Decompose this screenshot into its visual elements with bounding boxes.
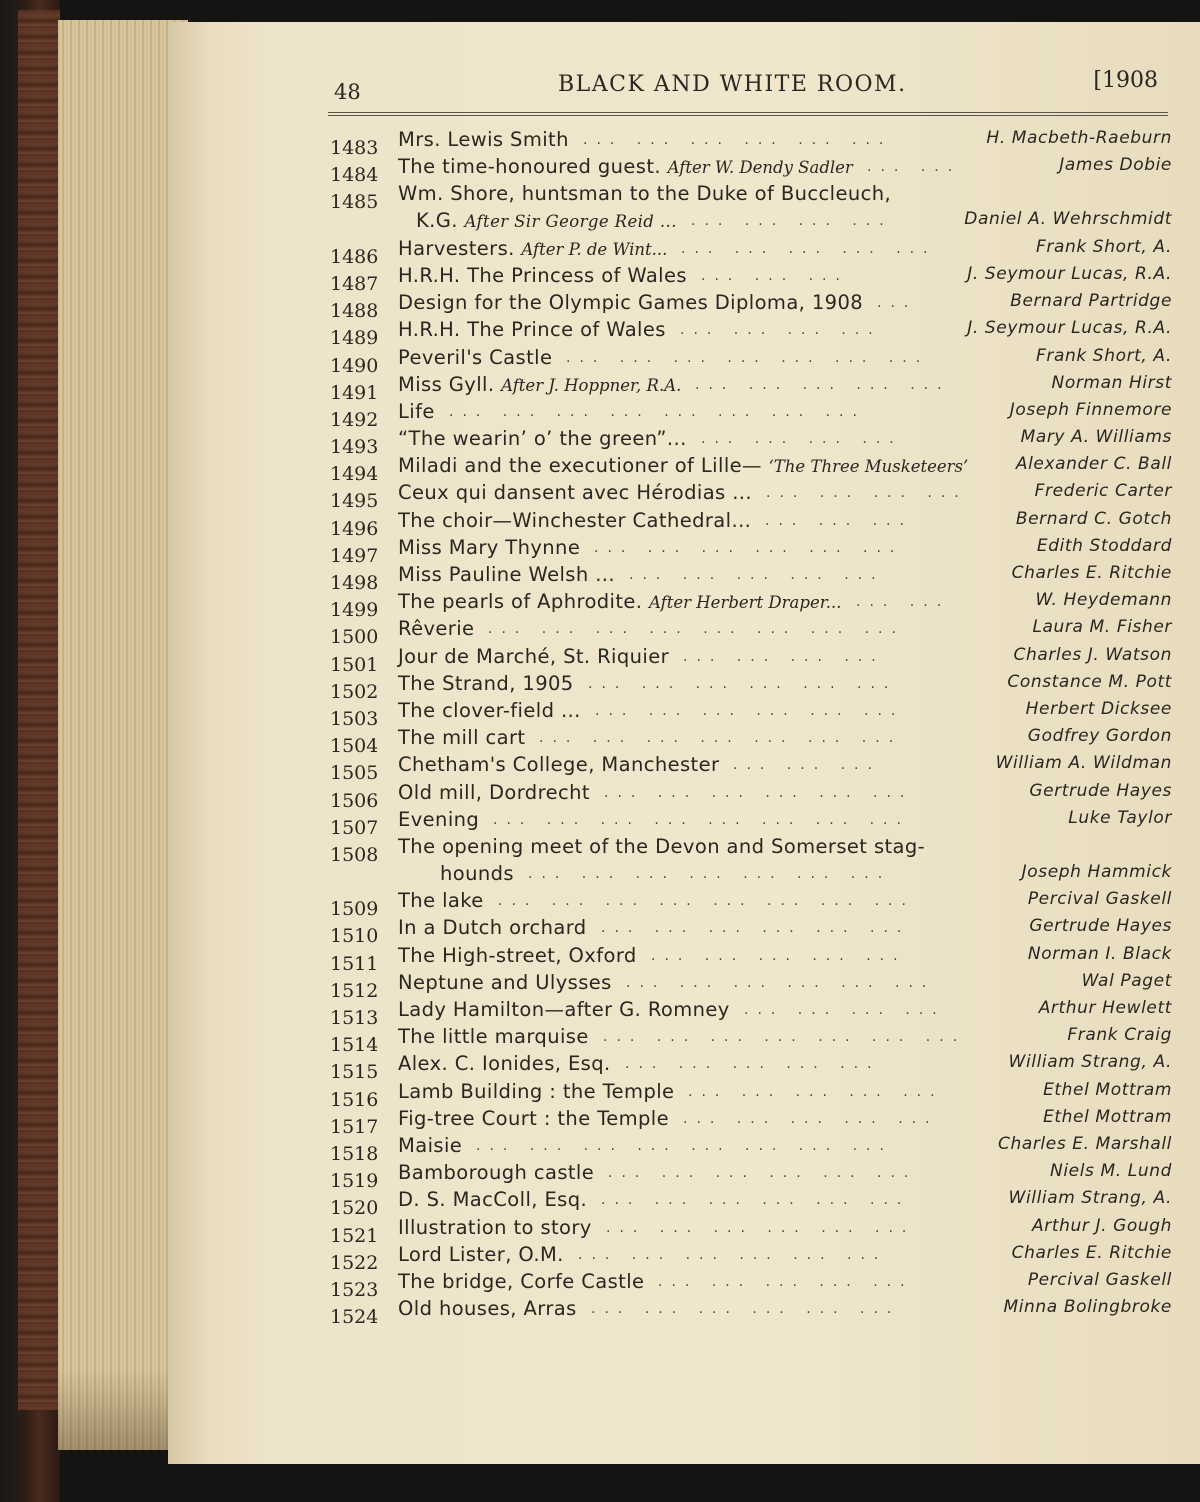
catalogue-entry — [330, 753, 1172, 785]
entry-artist: Frank Short, A. — [1036, 345, 1172, 366]
entry-title-text: Maisie — [398, 1133, 463, 1157]
dot-leader: ... ... ... ... ... — [688, 1083, 944, 1100]
entry-after-credit: After Herbert Draper... — [649, 593, 842, 613]
entry-title — [398, 726, 525, 749]
entry-title — [398, 237, 667, 260]
entry-number: 1497 — [330, 544, 379, 567]
entry-artist: William A. Wildman — [995, 753, 1172, 774]
dot-leader: ... ... ... ... ... ... — [588, 675, 898, 692]
entry-title-text: Lady Hamilton—after G. Romney — [398, 998, 730, 1022]
entry-title-text: Old houses, Arras — [398, 1297, 577, 1321]
entry-artist: Joseph Hammick — [1021, 861, 1172, 882]
entry-title — [398, 563, 615, 586]
dot-leader: ... ... ... — [733, 757, 881, 774]
entry-title-text: Life — [398, 399, 435, 423]
entry-title — [398, 536, 580, 559]
dot-leader: ... ... ... ... ... ... ... — [528, 865, 892, 882]
entry-artist: Ethel Mottram — [1043, 1106, 1172, 1127]
entry-title — [398, 454, 968, 477]
dot-leader: ... ... ... ... ... ... ... — [566, 349, 930, 366]
dot-leader: ... ... ... ... ... — [651, 947, 907, 964]
entry-title-text: Ceux qui dansent avec Hérodias ... — [398, 481, 752, 505]
entry-title — [398, 481, 752, 504]
catalogue-entry — [330, 481, 1172, 513]
entry-title-text: Jour de Marché, St. Riquier — [398, 644, 670, 668]
dot-leader: ... ... ... ... ... ... — [595, 702, 905, 719]
catalogue-entry — [330, 590, 1172, 622]
entry-title-text: “The wearin’ o’ the green”... — [398, 427, 687, 451]
entry-title-text: The pearls of Aphrodite. — [398, 590, 643, 614]
dot-leader: ... ... ... ... ... — [683, 1110, 939, 1127]
entry-title-continued-text: hounds — [440, 861, 514, 885]
entry-title-continued — [416, 209, 677, 232]
entry-number: 1495 — [330, 490, 379, 513]
entry-artist: Charles J. Watson — [1013, 644, 1172, 665]
dot-leader: ... ... ... ... ... ... ... ... — [498, 893, 915, 910]
entry-number: 1488 — [330, 300, 379, 323]
catalogue-entry — [330, 726, 1172, 758]
entry-title-text: Miss Pauline Welsh ... — [398, 563, 616, 587]
dot-leader: ... ... ... ... ... ... — [591, 1301, 901, 1318]
entry-title — [398, 1107, 669, 1130]
catalogue-entry — [330, 998, 1172, 1030]
dot-leader: ... ... ... ... ... ... — [604, 784, 914, 801]
entry-title-text: Chetham's College, Manchester — [398, 753, 720, 777]
entry-artist: Herbert Dicksee — [1025, 698, 1172, 719]
dot-leader: ... ... ... ... ... ... — [601, 1192, 911, 1209]
entry-number: 1524 — [330, 1306, 379, 1329]
entry-title — [398, 1188, 587, 1211]
catalogue-entry — [330, 916, 1172, 948]
entry-title — [398, 427, 687, 450]
entry-title-text: Fig-tree Court : the Temple — [398, 1106, 669, 1130]
entry-title — [398, 264, 687, 287]
running-title: BLACK AND WHITE ROOM. — [558, 72, 907, 97]
entry-title — [398, 346, 552, 369]
entry-title-text: Lamb Building : the Temple — [398, 1079, 675, 1103]
catalogue-entry — [330, 454, 1172, 486]
entry-title-text: The choir—Winchester Cathedral... — [398, 508, 752, 532]
entry-title — [398, 998, 730, 1021]
entry-artist: J. Seymour Lucas, R.A. — [967, 318, 1172, 339]
entry-title — [398, 672, 574, 695]
entry-artist: James Dobie — [1059, 155, 1172, 176]
dot-leader: ... ... ... ... ... ... ... ... — [476, 1137, 893, 1154]
entry-title-text: Rêverie — [398, 617, 475, 641]
dot-leader: ... ... ... ... ... ... — [594, 539, 904, 556]
catalogue-entry — [330, 1269, 1172, 1301]
catalogue-entry — [330, 1052, 1172, 1084]
entry-title — [398, 699, 581, 722]
entry-title-text: Bamborough castle — [398, 1161, 595, 1185]
entry-title — [398, 971, 612, 994]
entry-title-text: Alex. C. Ionides, Esq. — [398, 1052, 611, 1076]
dot-leader: ... ... ... ... — [744, 1002, 946, 1019]
entry-title — [398, 318, 666, 341]
entry-number: 1496 — [330, 517, 379, 540]
entry-title — [398, 590, 842, 613]
entry-title — [398, 373, 681, 396]
entry-title — [398, 1052, 611, 1075]
entry-number: 1506 — [330, 789, 379, 812]
catalogue-entry — [330, 563, 1172, 595]
catalogue-entry — [330, 399, 1172, 431]
catalogue-entry — [330, 780, 1172, 812]
entry-artist: Constance M. Pott — [1007, 671, 1172, 692]
entry-artist: Percival Gaskell — [1027, 889, 1172, 910]
dot-leader: ... ... — [856, 594, 951, 611]
dot-leader: ... ... — [867, 159, 962, 176]
entry-title-text: Harvesters. — [398, 236, 515, 260]
catalogue-entry — [330, 970, 1172, 1002]
entry-number: 1522 — [330, 1251, 379, 1274]
entry-number: 1499 — [330, 599, 379, 622]
catalogue-entry — [330, 807, 1172, 839]
entry-artist: Gertrude Hayes — [1029, 916, 1172, 937]
entry-artist: Gertrude Hayes — [1029, 780, 1172, 801]
entry-artist: Laura M. Fisher — [1032, 617, 1172, 638]
dot-leader: ... ... ... ... ... ... ... ... — [488, 621, 905, 638]
catalogue-entry — [330, 617, 1172, 649]
entry-number: 1490 — [330, 354, 379, 377]
catalogue-entry — [330, 1242, 1172, 1274]
catalogue-entry — [330, 1106, 1172, 1138]
entry-title-text: Design for the Olympic Games Diploma, 1908 — [398, 291, 864, 315]
catalogue-page — [168, 22, 1200, 1464]
entry-list — [330, 128, 1172, 1329]
dot-leader: ... ... ... ... ... ... — [608, 1165, 918, 1182]
entry-after-credit: After J. Hoppner, R.A. — [501, 375, 682, 395]
entry-number: 1520 — [330, 1197, 379, 1220]
entry-artist: Godfrey Gordon — [1027, 726, 1172, 747]
catalogue-entry — [330, 1188, 1172, 1220]
entry-artist: Ethel Mottram — [1043, 1079, 1172, 1100]
entry-title — [398, 808, 479, 831]
entry-artist: William Strang, A. — [1008, 1052, 1172, 1073]
entry-number: 1486 — [330, 245, 379, 268]
entry-title-text: Miladi and the executioner of Lille— — [398, 454, 762, 478]
entry-artist: Norman I. Black — [1027, 943, 1172, 964]
dot-leader: ... ... ... ... ... ... — [578, 1246, 888, 1263]
entry-number: 1515 — [330, 1061, 379, 1084]
dot-leader: ... ... ... ... ... ... — [626, 974, 936, 991]
entry-title-text: Old mill, Dordrecht — [398, 780, 590, 804]
catalogue-entry — [330, 889, 1172, 921]
entry-number: 1513 — [330, 1007, 379, 1030]
catalogue-entry — [330, 345, 1172, 377]
entry-number: 1507 — [330, 816, 379, 839]
catalogue-entry — [330, 508, 1172, 540]
entry-artist: Bernard C. Gotch — [1015, 508, 1172, 529]
entry-title — [398, 617, 474, 640]
dot-leader: ... ... ... ... ... — [695, 376, 951, 393]
entry-artist: Percival Gaskell — [1027, 1269, 1172, 1290]
catalogue-entry — [330, 1161, 1172, 1193]
catalogue-entry — [330, 236, 1172, 268]
entry-number: 1514 — [330, 1034, 379, 1057]
entry-title — [398, 1161, 594, 1184]
catalogue-entry — [330, 128, 1172, 159]
entry-artist: Frank Craig — [1067, 1025, 1172, 1046]
entry-artist: Daniel A. Wehrschmidt — [964, 209, 1172, 230]
entry-title — [398, 1216, 592, 1239]
dot-leader: ... ... ... ... ... ... ... — [603, 1029, 967, 1046]
entry-title-text: The bridge, Corfe Castle — [398, 1269, 645, 1293]
entry-title — [398, 509, 751, 532]
entry-artist: Charles E. Marshall — [997, 1133, 1172, 1154]
entry-number: 1493 — [330, 436, 379, 459]
entry-title-text: The lake — [398, 889, 484, 913]
page-number: 48 — [334, 80, 361, 104]
dot-leader: ... ... ... ... — [683, 648, 885, 665]
entry-title-text: D. S. MacColl, Esq. — [398, 1188, 588, 1212]
entry-after-credit: After P. de Wint... — [521, 239, 668, 259]
entry-number: 1483 — [330, 137, 379, 159]
catalogue-entry — [330, 1133, 1172, 1165]
catalogue-entry — [330, 671, 1172, 703]
entry-title-text: The opening meet of the Devon and Somerset stag- — [398, 834, 926, 858]
entry-number: 1508 — [330, 843, 379, 866]
entry-title — [398, 1297, 577, 1320]
entry-number: 1505 — [330, 762, 379, 785]
catalogue-entry — [330, 1079, 1172, 1111]
entry-title-text: In a Dutch orchard — [398, 916, 587, 940]
entry-number: 1492 — [330, 408, 379, 431]
dot-leader: ... ... ... ... ... ... — [606, 1219, 916, 1236]
entry-number: 1523 — [330, 1278, 379, 1301]
dot-leader: ... ... ... ... — [691, 213, 893, 230]
entry-title — [398, 1025, 589, 1048]
entry-title — [398, 1270, 644, 1293]
entry-number: 1489 — [330, 327, 379, 350]
dot-leader: ... ... ... ... ... ... ... ... — [449, 403, 866, 420]
dot-leader: ... ... ... ... ... — [658, 1273, 914, 1290]
entry-artist: Luke Taylor — [1068, 807, 1172, 828]
dot-leader: ... ... ... ... ... — [629, 567, 885, 584]
entry-artist: Frederic Carter — [1034, 481, 1172, 502]
entry-title — [398, 835, 925, 858]
entry-artist: W. Heydemann — [1035, 590, 1172, 611]
entry-after-credit: After Sir George Reid ... — [464, 212, 677, 232]
entry-artist: H. Macbeth-Raeburn — [986, 128, 1172, 148]
entry-artist: William Strang, A. — [1008, 1188, 1172, 1209]
entry-number: 1494 — [330, 463, 379, 486]
dot-leader: ... ... ... ... ... — [681, 240, 937, 257]
entry-artist: Alexander C. Ball — [1015, 454, 1172, 475]
entry-number: 1502 — [330, 680, 379, 703]
entry-title — [398, 753, 719, 776]
entry-title-continued — [440, 862, 514, 885]
dot-leader: ... ... ... — [765, 512, 913, 529]
entry-number: 1512 — [330, 979, 379, 1002]
entry-title-text: Miss Gyll. — [398, 372, 495, 396]
entry-title-text: Neptune and Ulysses — [398, 970, 612, 994]
dot-leader: ... ... ... ... — [701, 431, 903, 448]
entry-title-text: Mrs. Lewis Smith — [398, 128, 569, 151]
page-header — [328, 68, 1168, 113]
entry-title — [398, 155, 853, 178]
entry-artist: Joseph Finnemore — [1009, 399, 1172, 420]
entry-title-text: The High-street, Oxford — [398, 943, 637, 967]
entry-title-text: H.R.H. The Princess of Wales — [398, 263, 687, 287]
dot-leader: ... ... ... ... — [766, 485, 968, 502]
dot-leader: ... ... ... ... — [680, 322, 882, 339]
dot-leader: ... ... ... ... ... ... ... — [539, 730, 903, 747]
entry-number: 1485 — [330, 191, 379, 214]
entry-title-text: The little marquise — [398, 1025, 589, 1049]
entry-title-text: Wm. Shore, huntsman to the Duke of Buccleuch, — [398, 182, 892, 206]
catalogue-entry — [330, 698, 1172, 730]
entry-artist: J. Seymour Lucas, R.A. — [967, 263, 1172, 284]
catalogue-entry — [330, 1025, 1172, 1057]
entry-title-text: Peveril's Castle — [398, 345, 553, 369]
dot-leader: ... ... ... ... ... ... ... ... — [493, 811, 910, 828]
entry-title-text: Illustration to story — [398, 1215, 592, 1239]
entry-number: 1516 — [330, 1088, 379, 1111]
entry-title-text: The Strand, 1905 — [398, 671, 574, 695]
catalogue-entry — [330, 291, 1172, 323]
entry-after-credit: After W. Dendy Sadler — [667, 158, 853, 178]
entry-title-text: Lord Lister, O.M. — [398, 1242, 564, 1266]
entry-title — [398, 645, 669, 668]
entry-number: 1511 — [330, 952, 379, 975]
entry-number: 1517 — [330, 1115, 379, 1138]
entry-title — [398, 291, 863, 314]
entry-title — [398, 182, 891, 205]
dot-leader: ... ... ... ... ... — [625, 1056, 881, 1073]
entry-number: 1491 — [330, 381, 379, 404]
entry-artist: Wal Paget — [1081, 970, 1172, 991]
catalogue-entry — [330, 318, 1172, 350]
catalogue-entry — [330, 943, 1172, 975]
entry-title-text: The time-honoured guest. — [398, 155, 661, 179]
year-marker: [1908 — [1093, 68, 1158, 93]
entry-title-text: The mill cart — [398, 726, 526, 750]
entry-number: 1509 — [330, 898, 379, 921]
entry-title — [398, 916, 587, 939]
entry-artist: Mary A. Williams — [1020, 427, 1172, 448]
entry-artist: Charles E. Ritchie — [1011, 563, 1172, 584]
entry-title — [398, 400, 435, 423]
catalogue-entry — [330, 1215, 1172, 1247]
entry-number: 1503 — [330, 707, 379, 730]
entry-number: 1518 — [330, 1142, 379, 1165]
entry-number: 1484 — [330, 164, 379, 187]
entry-number: 1519 — [330, 1170, 379, 1193]
entry-artist: Minna Bolingbroke — [1003, 1297, 1172, 1318]
entry-title-text: Evening — [398, 807, 480, 831]
entry-artist: Charles E. Ritchie — [1011, 1242, 1172, 1263]
entry-title — [398, 1080, 674, 1103]
entry-artist: Bernard Partridge — [1010, 291, 1172, 312]
entry-title — [398, 944, 637, 967]
entry-title — [398, 1134, 462, 1157]
entry-number: 1500 — [330, 626, 379, 649]
entry-artist: Arthur J. Gough — [1032, 1215, 1172, 1236]
catalogue-entry — [330, 1297, 1172, 1329]
book-binding — [18, 10, 60, 1410]
entry-title-text: Miss Mary Thynne — [398, 535, 581, 559]
entry-artist: Edith Stoddard — [1036, 535, 1172, 556]
dot-leader: ... ... ... ... ... ... — [601, 920, 911, 937]
entry-title-text: H.R.H. The Prince of Wales — [398, 318, 666, 342]
entry-title-text: The clover-field ... — [398, 698, 581, 722]
entry-number: 1498 — [330, 572, 379, 595]
catalogue-entry — [330, 182, 1170, 236]
catalogue-entry — [330, 372, 1172, 404]
catalogue-entry — [330, 263, 1172, 295]
dot-leader: ... ... ... — [701, 267, 849, 284]
catalogue-entry — [330, 427, 1172, 459]
entry-number: 1504 — [330, 735, 379, 758]
entry-title-continued-text: K.G. — [416, 209, 458, 233]
entry-artist: Arthur Hewlett — [1038, 998, 1172, 1019]
entry-title — [398, 889, 484, 912]
entry-artist: Frank Short, A. — [1036, 236, 1172, 257]
entry-number: 1487 — [330, 272, 379, 295]
catalogue-entry — [330, 835, 1170, 889]
dot-leader: ... ... ... ... ... ... — [583, 132, 893, 148]
entry-title — [398, 781, 590, 804]
catalogue-entry — [330, 155, 1172, 187]
entry-number: 1501 — [330, 653, 379, 676]
entry-after-credit: ‘The Three Musketeers’ — [768, 457, 969, 477]
entry-title — [398, 128, 569, 151]
entry-number: 1510 — [330, 925, 379, 948]
dot-leader: ... — [877, 295, 918, 312]
entry-artist: Niels M. Lund — [1050, 1161, 1172, 1182]
entry-number: 1521 — [330, 1224, 379, 1247]
catalogue-entry — [330, 644, 1172, 676]
entry-title — [398, 1243, 564, 1266]
entry-artist: Norman Hirst — [1051, 372, 1172, 393]
catalogue-entry — [330, 535, 1172, 567]
